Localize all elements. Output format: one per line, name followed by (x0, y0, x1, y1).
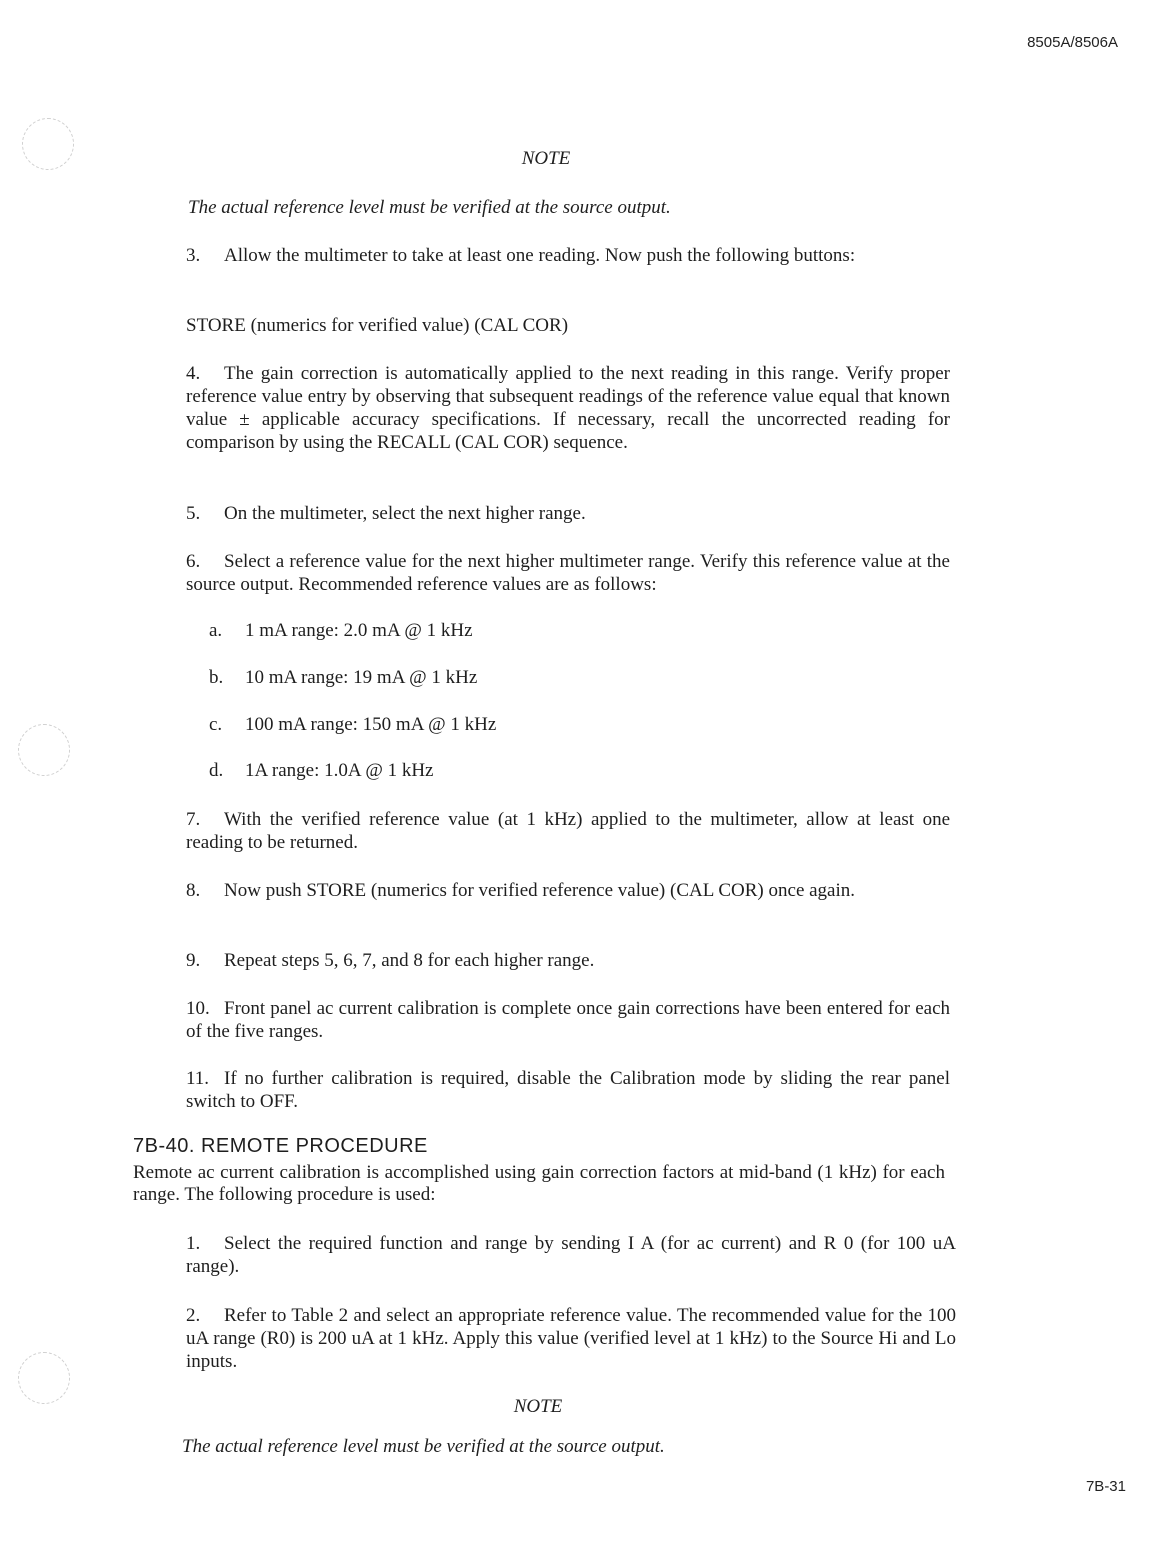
step-number: 6. (186, 551, 201, 572)
remote-step-2 (186, 1304, 956, 1373)
range-text: 100 mA range: 150 mA @ 1 kHz (245, 714, 497, 735)
range-label: a. (209, 620, 223, 641)
step-text: Select the required function and range by sending I A (for ac current) and R 0 (for 100 uA range). (186, 1233, 956, 1277)
range-label: b. (209, 667, 224, 688)
range-item-b (209, 667, 477, 689)
note-text: The actual reference level must be verified at the source output. (188, 197, 671, 218)
step-number: 11. (186, 1068, 210, 1089)
remote-intro: Remote ac current calibration is accomplished using gain correction factors at mid-band (1 kHz) for each range. The following procedure is used: (133, 1162, 945, 1205)
step-number: 7. (186, 809, 201, 830)
range-label: c. (209, 714, 223, 735)
step-number: 1. (186, 1233, 201, 1254)
step-number: 4. (186, 363, 201, 384)
step-number: 8. (186, 880, 201, 901)
step-4 (186, 362, 950, 454)
range-text: 1 mA range: 2.0 mA @ 1 kHz (245, 620, 473, 641)
range-item-c (209, 714, 496, 736)
step-text: If no further calibration is required, disable the Calibration mode by sliding the rear panel switch to OFF. (186, 1068, 950, 1112)
step-text: Select a reference value for the next higher multimeter range. Verify this reference value at the source output. Recommended reference values are as follows: (186, 551, 950, 595)
step-number: 3. (186, 245, 201, 266)
range-label: d. (209, 760, 224, 781)
step-3 (186, 244, 950, 267)
range-text: 10 mA range: 19 mA @ 1 kHz (245, 667, 478, 688)
page-number: 7B-31 (1085, 1478, 1126, 1495)
binder-hole-top (22, 118, 74, 170)
step-5 (186, 502, 950, 525)
step-9 (186, 949, 950, 972)
step-number: 9. (186, 950, 201, 971)
step-8 (186, 879, 950, 902)
step-11 (186, 1067, 950, 1113)
binder-hole-bottom (18, 1352, 70, 1404)
step-number: 10. (186, 998, 210, 1019)
remote-step-1 (186, 1232, 956, 1278)
step-text: Now push STORE (numerics for verified reference value) (CAL COR) once again. (224, 880, 856, 901)
range-item-d (209, 760, 433, 782)
step-text: Allow the multimeter to take at least one reading. Now push the following buttons: (224, 245, 856, 266)
step-6 (186, 550, 950, 596)
range-item-a (209, 620, 473, 642)
step-text: Repeat steps 5, 6, 7, and 8 for each higher range. (224, 950, 595, 971)
note-title: NOTE (521, 148, 571, 169)
section-heading: 7B-40. REMOTE PROCEDURE (133, 1135, 428, 1157)
step-text: The gain correction is automatically applied to the next reading in this range. Verify proper reference value entry by observing that subsequent readings of the reference value equal that known value ± applicable accuracy specifications. If necessary, recall the uncorrected reading for comparison by using the RECALL (CAL COR) sequence. (186, 363, 950, 453)
step-text: Front panel ac current calibration is complete once gain corrections have been entered for each of the five ranges. (186, 998, 950, 1042)
range-text: 1A range: 1.0A @ 1 kHz (245, 760, 434, 781)
store-instruction: STORE (numerics for verified value) (CAL COR) (186, 315, 569, 336)
step-number: 2. (186, 1305, 201, 1326)
step-7 (186, 808, 950, 854)
step-text: With the verified reference value (at 1 kHz) applied to the multimeter, allow at least one reading to be returned. (186, 809, 950, 853)
step-text: Refer to Table 2 and select an appropriate reference value. The recommended value for the 100 uA range (R0) is 200 uA at 1 kHz. Apply this value (verified level at 1 kHz) to the Source Hi and Lo inputs. (186, 1305, 956, 1372)
note-title-2: NOTE (513, 1396, 563, 1417)
binder-hole-middle (18, 724, 70, 776)
note-text-2: The actual reference level must be verified at the source output. (182, 1436, 665, 1457)
page-header-model: 8505A/8506A (1027, 34, 1118, 51)
step-number: 5. (186, 503, 201, 524)
step-10 (186, 997, 950, 1043)
step-text: On the multimeter, select the next higher range. (224, 503, 586, 524)
